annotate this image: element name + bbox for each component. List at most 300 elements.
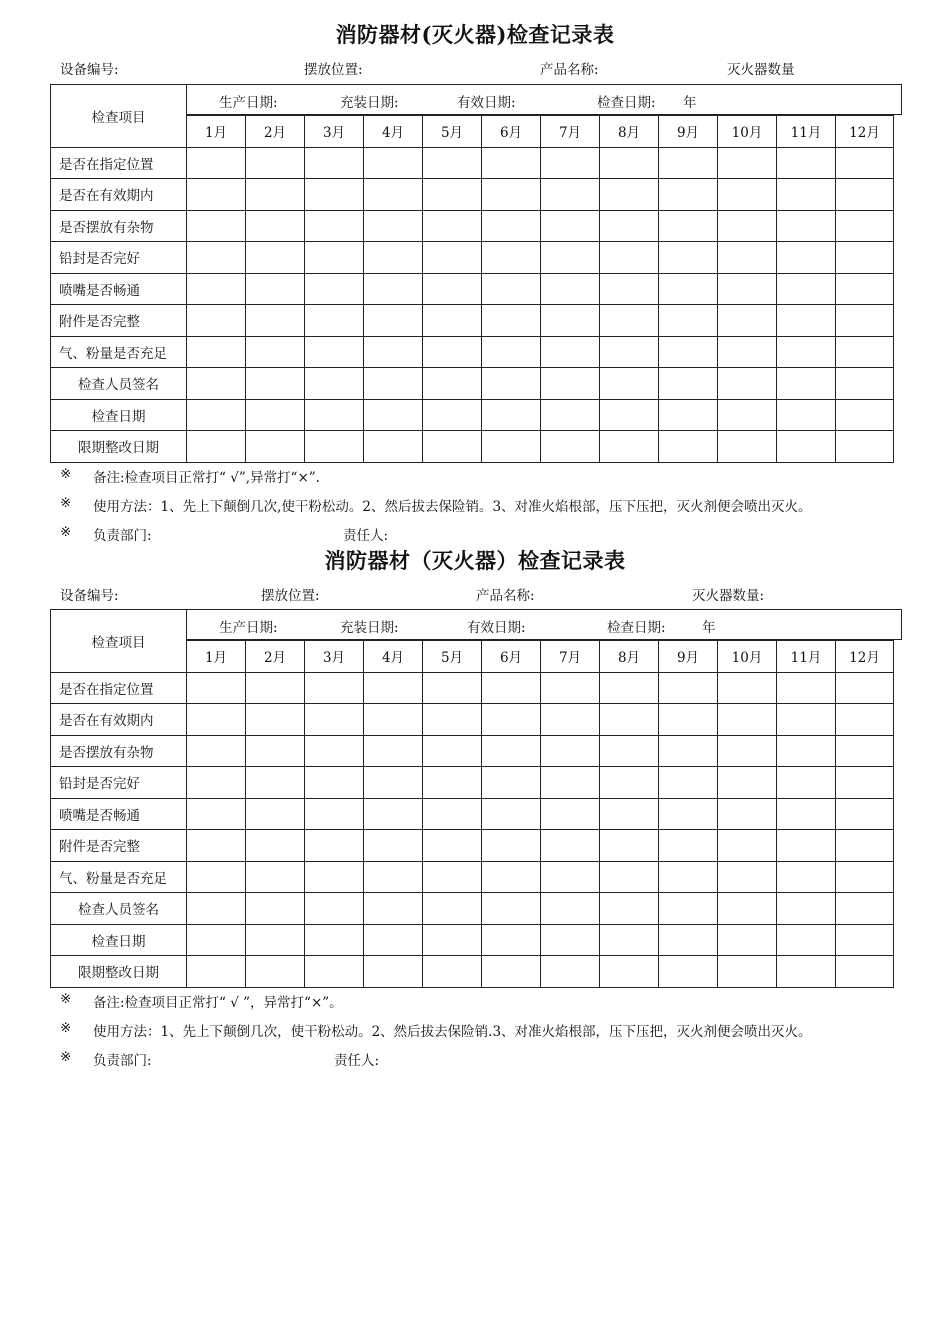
record-cell[interactable] [836, 830, 894, 862]
record-cell[interactable] [246, 672, 305, 704]
check-item-label: 附件是否完整 [51, 830, 187, 862]
record-cell[interactable] [541, 147, 600, 179]
record-cell[interactable] [541, 431, 600, 463]
record-cell[interactable] [246, 924, 305, 956]
record-cell[interactable] [600, 830, 659, 862]
record-cell[interactable] [187, 399, 246, 431]
valid-date-label: 有效日期: [467, 620, 526, 636]
record-cell[interactable] [482, 242, 541, 274]
record-cell[interactable] [836, 924, 894, 956]
record-cell[interactable] [777, 956, 836, 988]
record-cell[interactable] [423, 210, 482, 242]
record-cell[interactable] [423, 735, 482, 767]
usage-text: 使用方法：1、先上下颠倒几次,使干粉松动。2、然后拔去保险销。3、对准火焰根部，压下压把，灭火剂便会喷出灭火。 [93, 499, 812, 515]
device-no-label: 设备编号: [60, 588, 119, 604]
record-cell[interactable] [600, 399, 659, 431]
record-cell[interactable] [718, 305, 777, 337]
record-cell[interactable] [423, 672, 482, 704]
record-cell[interactable] [600, 767, 659, 799]
record-cell[interactable] [305, 924, 364, 956]
record-cell[interactable] [482, 956, 541, 988]
record-cell[interactable] [659, 368, 718, 400]
record-cell[interactable] [246, 336, 305, 368]
record-cell[interactable] [600, 147, 659, 179]
inspection-table [50, 84, 894, 463]
record-cell[interactable] [541, 179, 600, 211]
record-cell[interactable] [305, 798, 364, 830]
record-cell[interactable] [364, 861, 423, 893]
record-cell[interactable] [423, 861, 482, 893]
record-cell[interactable] [600, 735, 659, 767]
record-cell[interactable] [541, 368, 600, 400]
record-cell[interactable] [836, 767, 894, 799]
record-cell[interactable] [600, 210, 659, 242]
record-cell[interactable] [423, 242, 482, 274]
record-cell[interactable] [364, 431, 423, 463]
inspection-date-label: 检查日期: [597, 95, 656, 111]
record-cell[interactable] [423, 179, 482, 211]
record-cell[interactable] [364, 242, 423, 274]
month-header-cell: 3月 [305, 116, 364, 148]
record-cell[interactable] [423, 399, 482, 431]
record-cell[interactable] [423, 830, 482, 862]
record-cell[interactable] [659, 893, 718, 925]
record-cell[interactable] [659, 273, 718, 305]
check-item-label: 检查人员签名 [51, 368, 187, 400]
record-cell[interactable] [482, 179, 541, 211]
record-cell[interactable] [364, 147, 423, 179]
record-cell[interactable] [777, 336, 836, 368]
record-cell[interactable] [836, 735, 894, 767]
record-cell[interactable] [364, 798, 423, 830]
record-cell[interactable] [305, 672, 364, 704]
filling-date-label: 充装日期: [340, 95, 399, 111]
record-cell[interactable] [777, 798, 836, 830]
record-cell[interactable] [305, 368, 364, 400]
record-cell[interactable] [718, 924, 777, 956]
record-cell[interactable] [482, 431, 541, 463]
check-item-label: 附件是否完整 [51, 305, 187, 337]
record-cell[interactable] [718, 431, 777, 463]
record-cell[interactable] [600, 893, 659, 925]
department-label: 负责部门: [93, 528, 152, 544]
record-cell[interactable] [246, 704, 305, 736]
record-cell[interactable] [836, 399, 894, 431]
product-name-label: 产品名称: [540, 62, 599, 78]
record-cell[interactable] [246, 210, 305, 242]
record-cell[interactable] [718, 210, 777, 242]
record-cell[interactable] [541, 830, 600, 862]
record-cell[interactable] [659, 798, 718, 830]
month-header-cell: 4月 [364, 641, 423, 673]
record-cell[interactable] [482, 861, 541, 893]
record-cell[interactable] [364, 273, 423, 305]
record-cell[interactable] [364, 956, 423, 988]
record-cell[interactable] [836, 672, 894, 704]
record-cell[interactable] [777, 431, 836, 463]
record-cell[interactable] [718, 242, 777, 274]
record-cell[interactable] [718, 368, 777, 400]
record-cell[interactable] [482, 924, 541, 956]
record-cell[interactable] [836, 147, 894, 179]
record-cell[interactable] [246, 305, 305, 337]
record-cell[interactable] [777, 672, 836, 704]
note-mark: ※ [60, 1020, 72, 1036]
record-cell[interactable] [718, 147, 777, 179]
record-cell[interactable] [659, 179, 718, 211]
record-cell[interactable] [541, 242, 600, 274]
record-cell[interactable] [423, 893, 482, 925]
record-cell[interactable] [836, 242, 894, 274]
record-cell[interactable] [246, 735, 305, 767]
record-cell[interactable] [423, 336, 482, 368]
record-cell[interactable] [600, 336, 659, 368]
month-header-cell: 10月 [718, 641, 777, 673]
record-cell[interactable] [423, 368, 482, 400]
check-item-label: 喷嘴是否畅通 [51, 798, 187, 830]
record-cell[interactable] [541, 735, 600, 767]
month-header-cell: 5月 [423, 116, 482, 148]
record-cell[interactable] [777, 147, 836, 179]
dates-spacer [187, 85, 894, 116]
record-cell[interactable] [482, 210, 541, 242]
record-cell[interactable] [187, 830, 246, 862]
record-cell[interactable] [600, 672, 659, 704]
record-cell[interactable] [187, 767, 246, 799]
record-cell[interactable] [600, 861, 659, 893]
record-cell[interactable] [423, 767, 482, 799]
record-cell[interactable] [305, 704, 364, 736]
record-cell[interactable] [187, 798, 246, 830]
record-cell[interactable] [836, 893, 894, 925]
record-cell[interactable] [482, 672, 541, 704]
record-cell[interactable] [659, 924, 718, 956]
record-cell[interactable] [541, 704, 600, 736]
record-cell[interactable] [836, 861, 894, 893]
table-row [51, 273, 894, 305]
record-cell[interactable] [600, 273, 659, 305]
record-cell[interactable] [659, 210, 718, 242]
record-cell[interactable] [718, 336, 777, 368]
record-cell[interactable] [187, 924, 246, 956]
responsible-label: 责任人: [343, 528, 389, 544]
month-header-cell: 3月 [305, 641, 364, 673]
record-cell[interactable] [600, 924, 659, 956]
record-cell[interactable] [600, 704, 659, 736]
record-cell[interactable] [305, 147, 364, 179]
record-cell[interactable] [482, 893, 541, 925]
record-cell[interactable] [364, 704, 423, 736]
record-cell[interactable] [305, 431, 364, 463]
record-cell[interactable] [305, 861, 364, 893]
record-cell[interactable] [187, 956, 246, 988]
note-mark: ※ [60, 524, 72, 540]
table-row [51, 179, 894, 211]
record-cell[interactable] [541, 273, 600, 305]
record-cell[interactable] [364, 305, 423, 337]
record-cell[interactable] [187, 704, 246, 736]
record-cell[interactable] [600, 368, 659, 400]
record-cell[interactable] [659, 956, 718, 988]
record-cell[interactable] [482, 830, 541, 862]
record-cell[interactable] [305, 399, 364, 431]
record-cell[interactable] [718, 893, 777, 925]
record-cell[interactable] [364, 830, 423, 862]
table-row [51, 242, 894, 274]
record-cell[interactable] [482, 336, 541, 368]
record-cell[interactable] [423, 273, 482, 305]
year-label: 年 [702, 620, 716, 636]
record-cell[interactable] [541, 399, 600, 431]
month-header-cell: 6月 [482, 641, 541, 673]
table-row [51, 368, 894, 400]
record-cell[interactable] [718, 672, 777, 704]
record-cell[interactable] [659, 336, 718, 368]
form-title: 消防器材（灭火器）检查记录表 [324, 548, 626, 573]
record-cell[interactable] [187, 242, 246, 274]
record-cell[interactable] [364, 179, 423, 211]
table-row [51, 830, 894, 862]
record-cell[interactable] [777, 830, 836, 862]
record-cell[interactable] [187, 210, 246, 242]
check-item-label: 检查日期 [51, 399, 187, 431]
record-cell[interactable] [718, 399, 777, 431]
record-cell[interactable] [600, 179, 659, 211]
record-cell[interactable] [777, 893, 836, 925]
inspection-table [50, 609, 894, 988]
month-header-cell: 10月 [718, 116, 777, 148]
record-cell[interactable] [305, 179, 364, 211]
record-cell[interactable] [718, 273, 777, 305]
check-item-label: 检查日期 [51, 924, 187, 956]
month-header-cell: 8月 [600, 116, 659, 148]
record-cell[interactable] [423, 305, 482, 337]
record-cell[interactable] [659, 431, 718, 463]
record-cell[interactable] [364, 735, 423, 767]
record-cell[interactable] [364, 767, 423, 799]
record-cell[interactable] [423, 704, 482, 736]
record-cell[interactable] [187, 305, 246, 337]
record-cell[interactable] [305, 893, 364, 925]
record-cell[interactable] [187, 672, 246, 704]
record-cell[interactable] [541, 767, 600, 799]
record-cell[interactable] [246, 861, 305, 893]
record-cell[interactable] [246, 179, 305, 211]
month-header-cell: 1月 [187, 116, 246, 148]
record-cell[interactable] [364, 672, 423, 704]
record-cell[interactable] [246, 431, 305, 463]
record-cell[interactable] [659, 147, 718, 179]
record-cell[interactable] [246, 147, 305, 179]
record-cell[interactable] [187, 273, 246, 305]
note-mark: ※ [60, 1049, 72, 1065]
record-cell[interactable] [187, 735, 246, 767]
record-cell[interactable] [305, 767, 364, 799]
record-cell[interactable] [659, 767, 718, 799]
record-cell[interactable] [659, 735, 718, 767]
year-label: 年 [683, 95, 697, 111]
record-cell[interactable] [600, 242, 659, 274]
record-cell[interactable] [423, 924, 482, 956]
record-cell[interactable] [305, 336, 364, 368]
record-cell[interactable] [777, 735, 836, 767]
record-cell[interactable] [777, 924, 836, 956]
record-cell[interactable] [777, 242, 836, 274]
record-cell[interactable] [482, 305, 541, 337]
record-cell[interactable] [659, 242, 718, 274]
record-cell[interactable] [777, 399, 836, 431]
record-cell[interactable] [305, 242, 364, 274]
form-meta [0, 52, 950, 82]
record-cell[interactable] [482, 273, 541, 305]
record-cell[interactable] [187, 147, 246, 179]
record-cell[interactable] [777, 704, 836, 736]
record-cell[interactable] [482, 368, 541, 400]
record-cell[interactable] [659, 399, 718, 431]
check-item-label: 是否摆放有杂物 [51, 735, 187, 767]
dates-spacer [187, 610, 894, 641]
month-header-cell: 11月 [777, 641, 836, 673]
record-cell[interactable] [187, 431, 246, 463]
record-cell[interactable] [659, 704, 718, 736]
record-cell[interactable] [777, 861, 836, 893]
record-cell[interactable] [777, 305, 836, 337]
record-cell[interactable] [364, 210, 423, 242]
record-cell[interactable] [246, 368, 305, 400]
filling-date-label: 充装日期: [340, 620, 399, 636]
record-cell[interactable] [541, 798, 600, 830]
record-cell[interactable] [541, 672, 600, 704]
record-cell[interactable] [482, 704, 541, 736]
record-cell[interactable] [305, 956, 364, 988]
record-cell[interactable] [305, 305, 364, 337]
record-cell[interactable] [482, 735, 541, 767]
record-cell[interactable] [836, 336, 894, 368]
record-cell[interactable] [482, 399, 541, 431]
record-cell[interactable] [777, 210, 836, 242]
record-cell[interactable] [482, 767, 541, 799]
record-cell[interactable] [718, 704, 777, 736]
record-cell[interactable] [718, 798, 777, 830]
record-cell[interactable] [305, 210, 364, 242]
record-cell[interactable] [305, 830, 364, 862]
note-mark: ※ [60, 495, 72, 511]
record-cell[interactable] [246, 798, 305, 830]
check-item-label: 是否在指定位置 [51, 672, 187, 704]
record-cell[interactable] [187, 336, 246, 368]
record-cell[interactable] [541, 336, 600, 368]
record-cell[interactable] [423, 956, 482, 988]
record-cell[interactable] [246, 830, 305, 862]
record-cell[interactable] [836, 956, 894, 988]
record-cell[interactable] [482, 798, 541, 830]
record-cell[interactable] [541, 924, 600, 956]
record-cell[interactable] [423, 798, 482, 830]
month-header-cell: 6月 [482, 116, 541, 148]
record-cell[interactable] [777, 767, 836, 799]
table-row [51, 893, 894, 925]
record-cell[interactable] [246, 767, 305, 799]
record-cell[interactable] [659, 672, 718, 704]
record-cell[interactable] [246, 399, 305, 431]
record-cell[interactable] [364, 368, 423, 400]
record-cell[interactable] [718, 956, 777, 988]
record-cell[interactable] [364, 893, 423, 925]
record-cell[interactable] [718, 735, 777, 767]
record-cell[interactable] [305, 273, 364, 305]
record-cell[interactable] [187, 368, 246, 400]
record-cell[interactable] [187, 861, 246, 893]
check-item-label: 是否在有效期内 [51, 704, 187, 736]
record-cell[interactable] [777, 179, 836, 211]
check-item-label: 限期整改日期 [51, 431, 187, 463]
record-cell[interactable] [836, 305, 894, 337]
record-cell[interactable] [423, 147, 482, 179]
record-cell[interactable] [246, 893, 305, 925]
record-cell[interactable] [423, 431, 482, 463]
record-cell[interactable] [777, 368, 836, 400]
record-cell[interactable] [600, 798, 659, 830]
record-cell[interactable] [364, 924, 423, 956]
record-cell[interactable] [777, 273, 836, 305]
record-cell[interactable] [541, 305, 600, 337]
record-cell[interactable] [659, 305, 718, 337]
record-cell[interactable] [718, 830, 777, 862]
record-cell[interactable] [364, 399, 423, 431]
record-cell[interactable] [541, 893, 600, 925]
record-cell[interactable] [718, 767, 777, 799]
month-header-cell: 12月 [836, 641, 894, 673]
record-cell[interactable] [600, 305, 659, 337]
record-cell[interactable] [836, 179, 894, 211]
month-header-cell: 2月 [246, 116, 305, 148]
usage-text: 使用方法：1、先上下颠倒几次，使干粉松动。2、然后拔去保险销.3、对准火焰根部，压下压把，灭火剂便会喷出灭火。 [93, 1024, 812, 1040]
record-cell[interactable] [482, 147, 541, 179]
record-cell[interactable] [364, 336, 423, 368]
record-cell[interactable] [836, 431, 894, 463]
check-item-label: 气、粉量是否充足 [51, 861, 187, 893]
inspection-form-2 [0, 544, 950, 1069]
record-cell[interactable] [187, 893, 246, 925]
record-cell[interactable] [246, 273, 305, 305]
record-cell[interactable] [600, 431, 659, 463]
month-header-cell: 2月 [246, 641, 305, 673]
record-cell[interactable] [187, 179, 246, 211]
record-cell[interactable] [718, 179, 777, 211]
record-cell[interactable] [836, 798, 894, 830]
record-cell[interactable] [541, 210, 600, 242]
month-header-cell: 11月 [777, 116, 836, 148]
record-cell[interactable] [541, 861, 600, 893]
record-cell[interactable] [836, 273, 894, 305]
remark-text: 备注:检查项目正常打“ √ ”，异常打“×”。 [93, 995, 343, 1011]
record-cell[interactable] [836, 368, 894, 400]
production-date-label: 生产日期: [219, 620, 278, 636]
record-cell[interactable] [541, 956, 600, 988]
record-cell[interactable] [718, 861, 777, 893]
record-cell[interactable] [305, 735, 364, 767]
check-item-label: 是否在有效期内 [51, 179, 187, 211]
record-cell[interactable] [659, 830, 718, 862]
record-cell[interactable] [836, 704, 894, 736]
record-cell[interactable] [246, 956, 305, 988]
record-cell[interactable] [659, 861, 718, 893]
record-cell[interactable] [836, 210, 894, 242]
record-cell[interactable] [246, 242, 305, 274]
table-row [51, 672, 894, 704]
record-cell[interactable] [600, 956, 659, 988]
check-item-label: 铅封是否完好 [51, 242, 187, 274]
